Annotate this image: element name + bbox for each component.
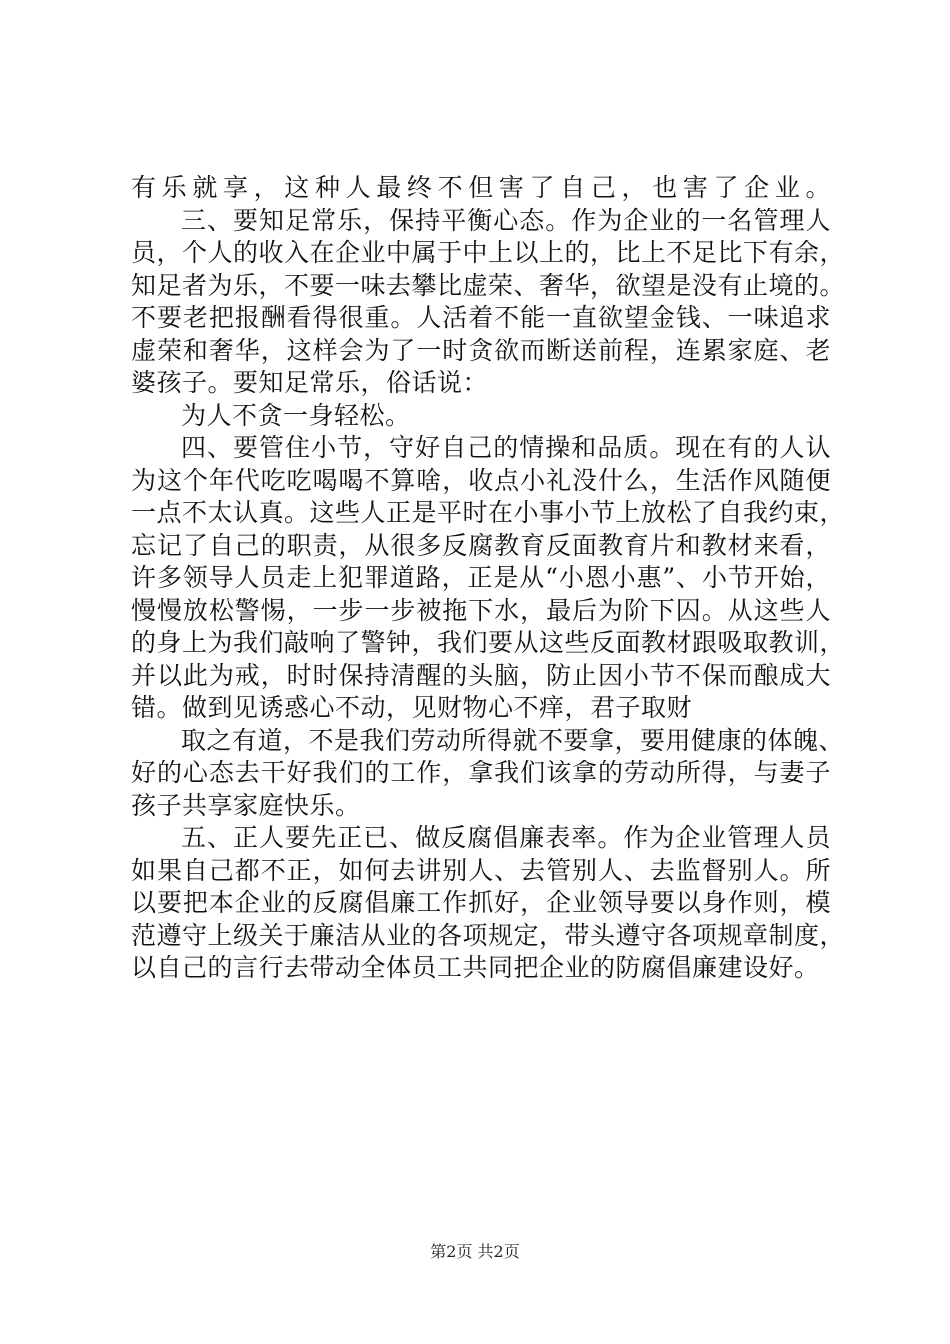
text-line: 孩子共享家庭快乐。 bbox=[131, 790, 361, 820]
text-line: 虚荣和奢华，这样会为了一时贪欲而断送前程，连累家庭、老 bbox=[131, 335, 831, 365]
text-line: 错。做到见诱惑心不动，见财物心不痒，君子取财 bbox=[131, 693, 693, 722]
text-line: 以要把本企业的反腐倡廉工作抓好，企业领导要以身作则，模 bbox=[131, 888, 831, 917]
text-line: 许多领导人员走上犯罪道路，正是从“小恩小惠”、小节开始， bbox=[131, 563, 831, 592]
text-line: 慢慢放松警惕，一步一步被拖下水，最后为阶下囚。从这些人 bbox=[131, 595, 831, 625]
text-line: 好的心态去干好我们的工作，拿我们该拿的劳动所得，与妻子 bbox=[131, 758, 831, 787]
text-line: 范遵守上级关于廉洁从业的各项规定，带头遵守各项规章制度， bbox=[131, 920, 846, 950]
document-body bbox=[131, 172, 846, 985]
text-line: 忘记了自己的职责，从很多反腐教育反面教育片和教材来看， bbox=[131, 530, 831, 560]
text-line: 有乐就享，这种人最终不但害了自己，也害了企业。 bbox=[131, 173, 831, 202]
text-line: 三、要知足常乐，保持平衡心态。作为企业的一名管理人 bbox=[181, 205, 831, 235]
text-line: 的身上为我们敲响了警钟，我们要从这些反面教材跟吸取教训， bbox=[131, 628, 846, 657]
text-line: 以自己的言行去带动全体员工共同把企业的防腐倡廉建设好。 bbox=[131, 953, 820, 982]
text-line: 为这个年代吃吃喝喝不算啥，收点小礼没什么，生活作风随便 bbox=[131, 465, 831, 495]
text-line: 并以此为戒，时时保持清醒的头脑，防止因小节不保而酿成大 bbox=[131, 660, 831, 690]
text-line: 如果自己都不正，如何去讲别人、去管别人、去监督别人。所 bbox=[131, 855, 831, 885]
text-line: 员，个人的收入在企业中属于中上以上的，比上不足比下有余， bbox=[131, 238, 846, 267]
text-line: 为人不贪一身轻松。 bbox=[181, 400, 411, 430]
text-line: 取之有道，不是我们劳动所得就不要拿，要用健康的体魄、 bbox=[181, 725, 845, 755]
text-line: 四、要管住小节，守好自己的情操和品质。现在有的人认 bbox=[181, 433, 831, 462]
text-line: 婆孩子。要知足常乐，俗话说： bbox=[131, 368, 489, 397]
text-line: 不要老把报酬看得很重。人活着不能一直欲望金钱、一味追求 bbox=[131, 303, 831, 332]
page-number-footer: 第2页 共2页 bbox=[430, 1242, 520, 1261]
text-line: 一点不太认真。这些人正是平时在小事小节上放松了自我约束， bbox=[131, 498, 846, 527]
text-line: 五、正人要先正已、做反腐倡廉表率。作为企业管理人员 bbox=[181, 823, 831, 852]
text-line: 知足者为乐，不要一味去攀比虚荣、奢华，欲望是没有止境的。 bbox=[131, 270, 846, 300]
